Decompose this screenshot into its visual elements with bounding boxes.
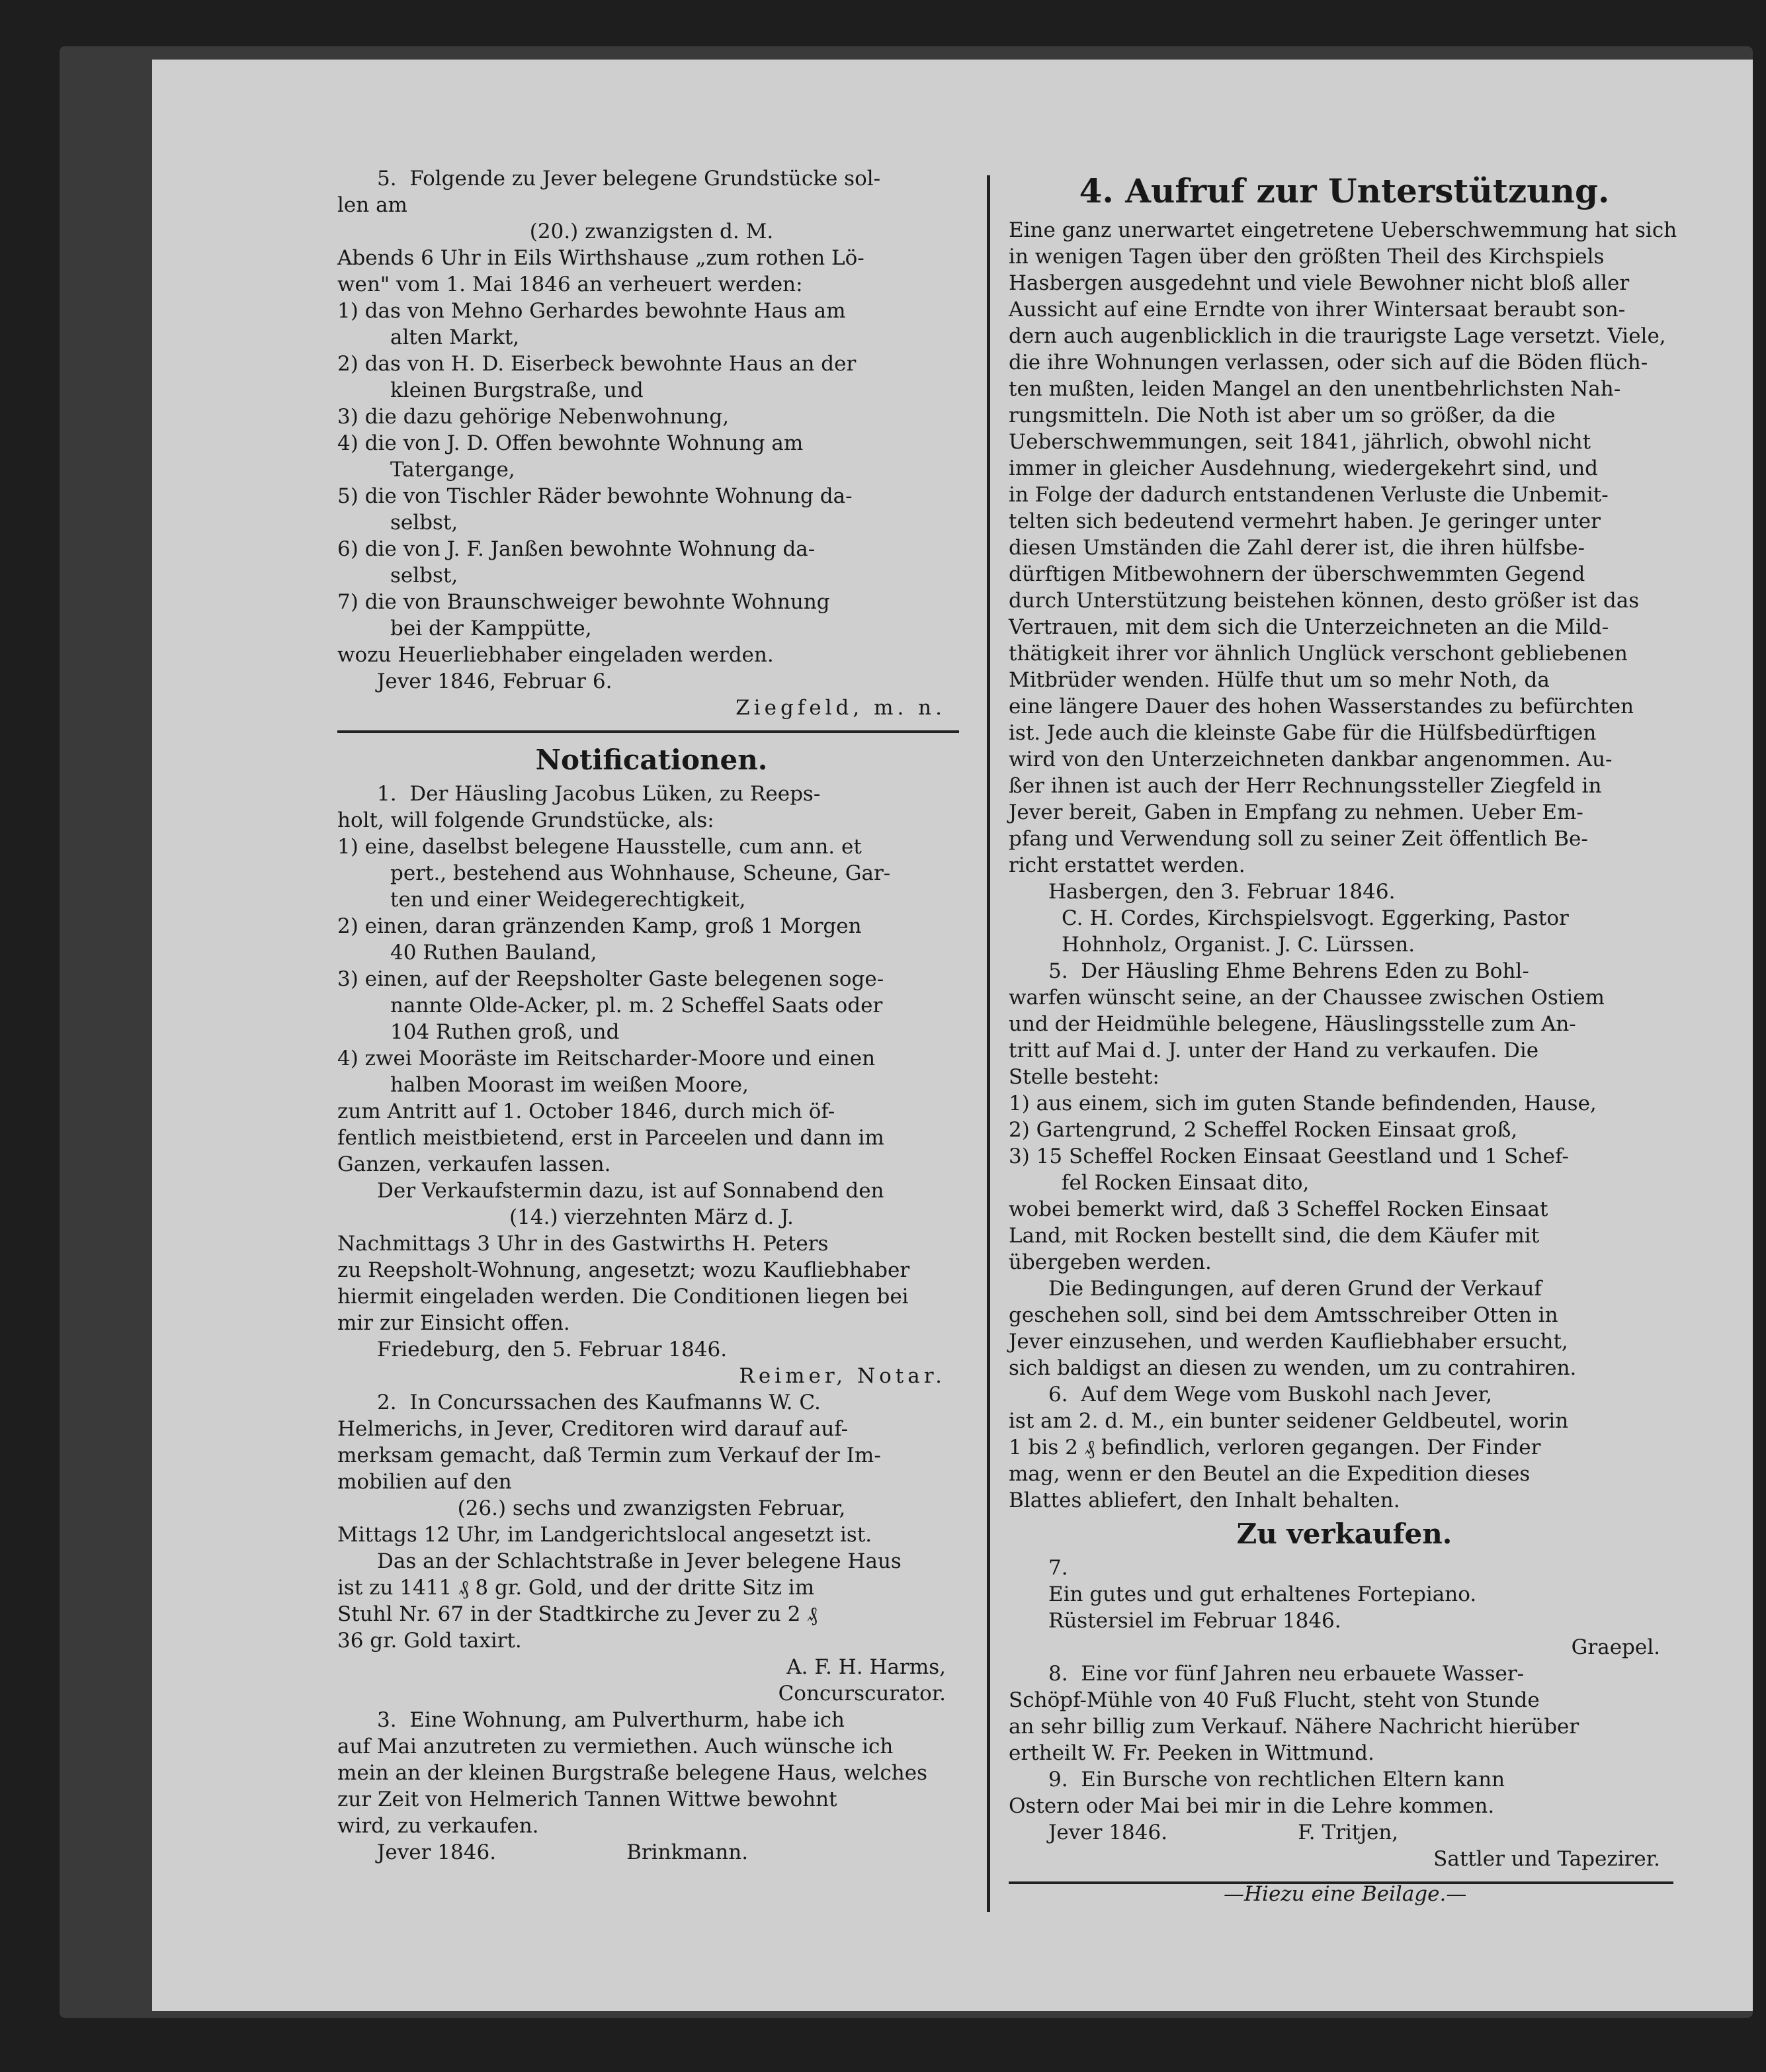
text-line: Abends 6 Uhr in Eils Wirthshause „zum rothen Lö-: [337, 246, 864, 270]
text-line: mein an der kleinen Burgstraße belegene Haus, welches: [337, 1761, 927, 1785]
left-column: [337, 165, 966, 1866]
text-line: Friedeburg, den 5. Februar 1846.: [377, 1338, 728, 1361]
text-line: Blattes abliefert, den Inhalt behalten.: [1009, 1489, 1400, 1512]
signature: Sattler und Tapezirer.: [1433, 1847, 1660, 1871]
text-line: 7.: [1048, 1556, 1068, 1580]
text-line: tritt auf Mai d. J. unter der Hand zu verkaufen. Die: [1009, 1039, 1539, 1062]
text-line: pfang und Verwendung soll zu seiner Zeit öffentlich Be-: [1009, 827, 1588, 851]
text-line: Jever einzusehen, und werden Kaufliebhaber ersucht,: [1009, 1330, 1568, 1354]
appeal-heading: 4. Aufruf zur Unterstützung.: [1079, 171, 1610, 210]
text-line: (26.) sechs und zwanzigsten Februar,: [457, 1496, 846, 1520]
text-line: 1 bis 2 ₰ befindlich, verloren gegangen. Der Finder: [1009, 1436, 1541, 1459]
section-3-listing: [337, 165, 966, 721]
text-line: wozu Heuerliebhaber eingeladen werden.: [337, 643, 774, 667]
text-line: 4) die von J. D. Offen bewohnte Wohnung am: [337, 431, 804, 455]
text-line: in wenigen Tagen über den größten Theil des Kirchspiels: [1009, 245, 1605, 269]
text-line: Eine ganz unerwartet eingetretene Ueberschwemmung hat sich: [1009, 218, 1677, 242]
text-line: warfen wünscht seine, an der Chaussee zwischen Ostiem: [1009, 986, 1605, 1010]
text-line: Rüstersiel im Februar 1846.: [1048, 1609, 1341, 1633]
text-line: 104 Ruthen groß, und: [390, 1020, 620, 1044]
text-line: 2. In Concurssachen des Kaufmanns W. C.: [377, 1391, 821, 1414]
text-line: Ein gutes und gut erhaltenes Fortepiano.: [1048, 1582, 1477, 1606]
text-line: mobilien auf den: [337, 1470, 512, 1494]
text-line: 36 gr. Gold taxirt.: [337, 1629, 522, 1653]
text-line: und der Heidmühle belegene, Häuslingsstelle zum An-: [1009, 1012, 1576, 1036]
notice-3: [337, 1707, 966, 1866]
notice-5: [1009, 958, 1680, 1381]
text-line: selbst,: [390, 564, 458, 587]
text-line: 3) die dazu gehörige Nebenwohnung,: [337, 405, 730, 429]
text-line: halben Moorast im weißen Moore,: [390, 1073, 749, 1097]
text-line: bei der Kamppütte,: [390, 617, 592, 640]
text-line: fel Rocken Einsaat dito,: [1062, 1171, 1310, 1195]
signature: C. H. Cordes, Kirchspielsvogt. Eggerking, Pastor: [1062, 906, 1569, 930]
text-line: Hasbergen ausgedehnt und viele Bewohner nicht bloß aller: [1009, 271, 1630, 295]
text-line: kleinen Burgstraße, und: [390, 378, 644, 402]
text-line: ßer ihnen ist auch der Herr Rechnungssteller Ziegfeld in: [1009, 774, 1602, 798]
text-line: 5. Der Häusling Ehme Behrens Eden zu Bohl-: [1048, 959, 1529, 983]
text-line: Mittags 12 Uhr, im Landgerichtslocal angesetzt ist.: [337, 1523, 872, 1547]
appeal-text: [1009, 217, 1680, 958]
text-line: 3. Eine Wohnung, am Pulverthurm, habe ich: [377, 1708, 845, 1732]
notice-6: [1009, 1381, 1680, 1514]
supplement-note: —Hiezu eine Beilage.—: [1224, 1882, 1467, 1906]
text-line: Schöpf-Mühle von 40 Fuß Flucht, steht von Stunde: [1009, 1688, 1540, 1712]
signature: Hohnholz, Organist. J. C. Lürssen.: [1062, 933, 1415, 957]
text-line: ertheilt W. Fr. Peeken in Wittmund.: [1009, 1741, 1374, 1765]
text-line: thätigkeit ihrer vor ähnlich Unglück verschont gebliebenen: [1009, 642, 1628, 666]
text-line: fentlich meistbietend, erst in Parceelen und dann im: [337, 1126, 884, 1150]
text-line: Vertrauen, mit dem sich die Unterzeichneten an die Mild-: [1009, 615, 1609, 639]
notice-7: [1009, 1516, 1680, 1661]
text-line: richt erstattet werden.: [1009, 853, 1245, 877]
notice-9: [1009, 1766, 1680, 1872]
text-line: Jever 1846, Februar 6.: [377, 669, 612, 693]
text-line: 1) eine, daselbst belegene Hausstelle, cum ann. et: [337, 835, 862, 859]
text-line: Stelle besteht:: [1009, 1065, 1159, 1089]
text-line: selbst,: [390, 511, 458, 535]
text-line: dern auch augenblicklich in die traurigste Lage versetzt. Viele,: [1009, 324, 1666, 348]
text-line: Der Verkaufstermin dazu, ist auf Sonnabend den: [377, 1179, 884, 1203]
text-line: ten mußten, leiden Mangel an den unentbehrlichsten Nah-: [1009, 377, 1621, 401]
text-line: rungsmitteln. Die Noth ist aber um so größer, da die: [1009, 404, 1556, 427]
text-line: 40 Ruthen Bauland,: [390, 941, 597, 965]
section-divider: [337, 730, 959, 733]
text-line: ist zu 1411 ₰ 8 gr. Gold, und der dritte Sitz im: [337, 1576, 815, 1600]
text-line: wird, zu verkaufen.: [337, 1814, 539, 1838]
text-line: Aussicht auf eine Erndte von ihrer Wintersaat beraubt son-: [1009, 298, 1626, 322]
text-line: wobei bemerkt wird, daß 3 Scheffel Rocken Einsaat: [1009, 1197, 1548, 1221]
text-line: pert., bestehend aus Wohnhause, Scheune, Gar-: [390, 861, 891, 885]
text-line: ist am 2. d. M., ein bunter seidener Geldbeutel, worin: [1009, 1409, 1569, 1433]
text-line: 6. Auf dem Wege vom Buskohl nach Jever,: [1048, 1383, 1492, 1406]
text-line: Land, mit Rocken bestellt sind, die dem Käufer mit: [1009, 1224, 1540, 1248]
notice-2: [337, 1389, 966, 1707]
text-line: an sehr billig zum Verkauf. Nähere Nachricht hierüber: [1009, 1715, 1579, 1739]
text-line: telten sich bedeutend vermehrt haben. Je geringer unter: [1009, 509, 1601, 533]
text-line: Stuhl Nr. 67 in der Stadtkirche zu Jever zu 2 ₰: [337, 1602, 818, 1626]
text-line: durch Unterstützung beistehen können, desto größer ist das: [1009, 589, 1640, 613]
text-line: 2) Gartengrund, 2 Scheffel Rocken Einsaat groß,: [1009, 1118, 1518, 1142]
text-line: 1) aus einem, sich im guten Stande befindenden, Hause,: [1009, 1092, 1597, 1115]
signature: Reimer, Notar.: [739, 1364, 946, 1388]
text-line: mir zur Einsicht offen.: [337, 1311, 570, 1335]
text-line: Das an der Schlachtstraße in Jever belegene Haus: [377, 1549, 902, 1573]
text-line: len am: [337, 193, 407, 217]
text-line: Jever 1846. Brinkmann.: [377, 1840, 749, 1864]
text-line: 5. Folgende zu Jever belegene Grundstücke sol-: [377, 167, 881, 191]
text-line: Ganzen, verkaufen lassen.: [337, 1152, 611, 1176]
text-line: holt, will folgende Grundstücke, als:: [337, 808, 714, 832]
text-line: alten Markt,: [390, 325, 520, 349]
text-line: Hasbergen, den 3. Februar 1846.: [1048, 880, 1396, 904]
text-line: Die Bedingungen, auf deren Grund der Verkauf: [1048, 1277, 1542, 1301]
text-line: 4) zwei Mooräste im Reitscharder-Moore und einen: [337, 1047, 876, 1070]
text-line: Helmerichs, in Jever, Creditoren wird darauf auf-: [337, 1417, 849, 1441]
text-line: auf Mai anzutreten zu vermiethen. Auch wünsche ich: [337, 1735, 894, 1758]
text-line: 5) die von Tischler Räder bewohnte Wohnung da-: [337, 484, 853, 508]
text-line: mag, wenn er den Beutel an die Expedition dieses: [1009, 1462, 1531, 1486]
column-divider: [987, 175, 990, 1912]
text-line: zu Reepsholt-Wohnung, angesetzt; wozu Kaufliebhaber: [337, 1258, 910, 1282]
text-line: ten und einer Weidegerechtigkeit,: [390, 888, 746, 912]
text-line: wen" vom 1. Mai 1846 an verheuert werden:: [337, 273, 803, 296]
text-line: 3) 15 Scheffel Rocken Einsaat Geestland und 1 Schef-: [1009, 1144, 1569, 1168]
text-line: 2) einen, daran gränzenden Kamp, groß 1 Morgen: [337, 914, 862, 938]
right-column: [1009, 165, 1680, 1893]
text-line: dürftigen Mitbewohnern der überschwemmten Gegend: [1009, 562, 1585, 586]
text-line: Jever 1846. F. Tritjen,: [1048, 1821, 1399, 1844]
text-line: 1. Der Häusling Jacobus Lüken, zu Reeps-: [377, 782, 821, 806]
text-line: merksam gemacht, daß Termin zum Verkauf der Im-: [337, 1444, 881, 1467]
signature-title: Concurscurator.: [778, 1682, 946, 1705]
text-line: Nachmittags 3 Uhr in des Gastwirths H. Peters: [337, 1232, 829, 1256]
text-line: 6) die von J. F. Janßen bewohnte Wohnung da-: [337, 537, 816, 561]
text-line: wird von den Unterzeichneten dankbar angenommen. Au-: [1009, 748, 1613, 771]
text-line: Ueberschwemmungen, seit 1841, jährlich, obwohl nicht: [1009, 430, 1591, 454]
text-line: zur Zeit von Helmerich Tannen Wittwe bewohnt: [337, 1788, 837, 1811]
text-line: (14.) vierzehnten März d. J.: [509, 1205, 794, 1229]
text-line: geschehen soll, sind bei dem Amtsschreiber Otten in: [1009, 1303, 1558, 1327]
notice-1: [337, 781, 966, 1389]
text-line: übergeben werden.: [1009, 1250, 1212, 1274]
text-line: diesen Umständen die Zahl derer ist, die ihren hülfsbe-: [1009, 536, 1585, 560]
text-line: immer in gleicher Ausdehnung, wiedergekehrt sind, und: [1009, 456, 1599, 480]
section-heading: Notificationen.: [535, 744, 768, 776]
text-line: 7) die von Braunschweiger bewohnte Wohnung: [337, 590, 830, 614]
text-line: (20.) zwanzigsten d. M.: [529, 220, 774, 243]
text-line: eine längere Dauer des hohen Wasserstandes zu befürchten: [1009, 695, 1634, 718]
text-line: Tatergange,: [390, 458, 515, 482]
section-heading: Zu verkaufen.: [1236, 1518, 1452, 1550]
text-line: 8. Eine vor fünf Jahren neu erbauete Wasser-: [1048, 1662, 1525, 1686]
text-line: nannte Olde-Acker, pl. m. 2 Scheffel Saats oder: [390, 994, 883, 1017]
text-line: 2) das von H. D. Eiserbeck bewohnte Haus an der: [337, 352, 857, 376]
text-line: zum Antritt auf 1. October 1846, durch mich öf-: [337, 1100, 835, 1123]
signature: A. F. H. Harms,: [786, 1655, 946, 1679]
text-line: 3) einen, auf der Reepsholter Gaste belegenen soge-: [337, 967, 884, 991]
text-line: ist. Jede auch die kleinste Gabe für die Hülfsbedürftigen: [1009, 721, 1597, 745]
text-line: die ihre Wohnungen verlassen, oder sich auf die Böden flüch-: [1009, 351, 1648, 374]
text-line: Jever bereit, Gaben in Empfang zu nehmen. Ueber Em-: [1009, 800, 1583, 824]
text-line: sich baldigst an diesen zu wenden, um zu contrahiren.: [1009, 1356, 1577, 1380]
text-line: Mitbrüder wenden. Hülfe thut um so mehr Noth, da: [1009, 668, 1550, 692]
text-line: 1) das von Mehno Gerhardes bewohnte Haus am: [337, 299, 846, 323]
text-line: Ostern oder Mai bei mir in die Lehre kommen.: [1009, 1794, 1495, 1818]
signature: Graepel.: [1571, 1635, 1660, 1659]
text-line: 9. Ein Bursche von rechtlichen Eltern kann: [1048, 1768, 1505, 1791]
text-line: hiermit eingeladen werden. Die Conditionen liegen bei: [337, 1285, 909, 1309]
signature: Ziegfeld, m. n.: [736, 696, 946, 720]
notice-8: [1009, 1661, 1680, 1766]
text-line: in Folge der dadurch entstandenen Verluste die Unbemit-: [1009, 483, 1609, 507]
